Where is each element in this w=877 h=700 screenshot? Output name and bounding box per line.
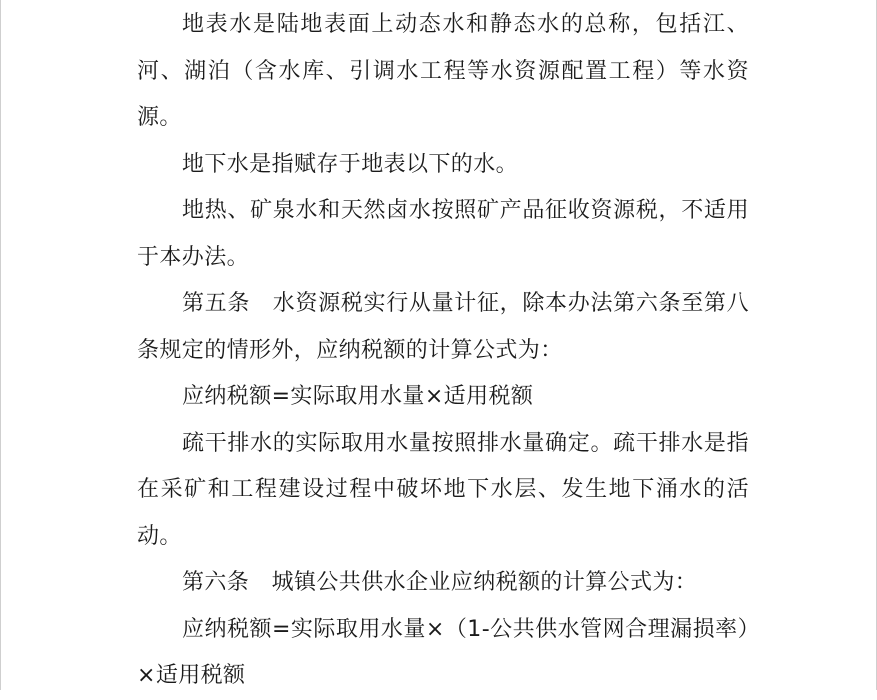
paragraph-drainage-water: 疏干排水的实际取用水量按照排水量确定。疏干排水是指在采矿和工程建设过程中破坏地下水层、发生地下涌水的活动。 <box>137 430 749 549</box>
paragraph-geothermal-exclusion: 地热、矿泉水和天然卤水按照矿产品征收资源税，不适用于本办法。 <box>137 198 749 270</box>
paragraph-groundwater-definition: 地下水是指赋存于地表以下的水。 <box>182 151 519 177</box>
paragraph-surface-water-definition: 地表水是陆地表面上动态水和静态水的总称，包括江、河、湖泊（含水库、引调水工程等水资源配置工程）等水资源。 <box>137 12 749 130</box>
article-6-text: 第六条 城镇公共供水企业应纳税额的计算公式为： <box>182 570 698 595</box>
article-5-text: 第五条 水资源税实行从量计征，除本办法第六条至第八条规定的情形外，应纳税额的计算公式为： <box>137 291 749 363</box>
article-5-formula: 应纳税额=实际取用水量×适用税额 <box>182 384 534 409</box>
article-6-formula: 应纳税额=实际取用水量×（1-公共供水管网合理漏损率）×适用税额 <box>137 616 749 688</box>
document-body <box>137 2 749 700</box>
